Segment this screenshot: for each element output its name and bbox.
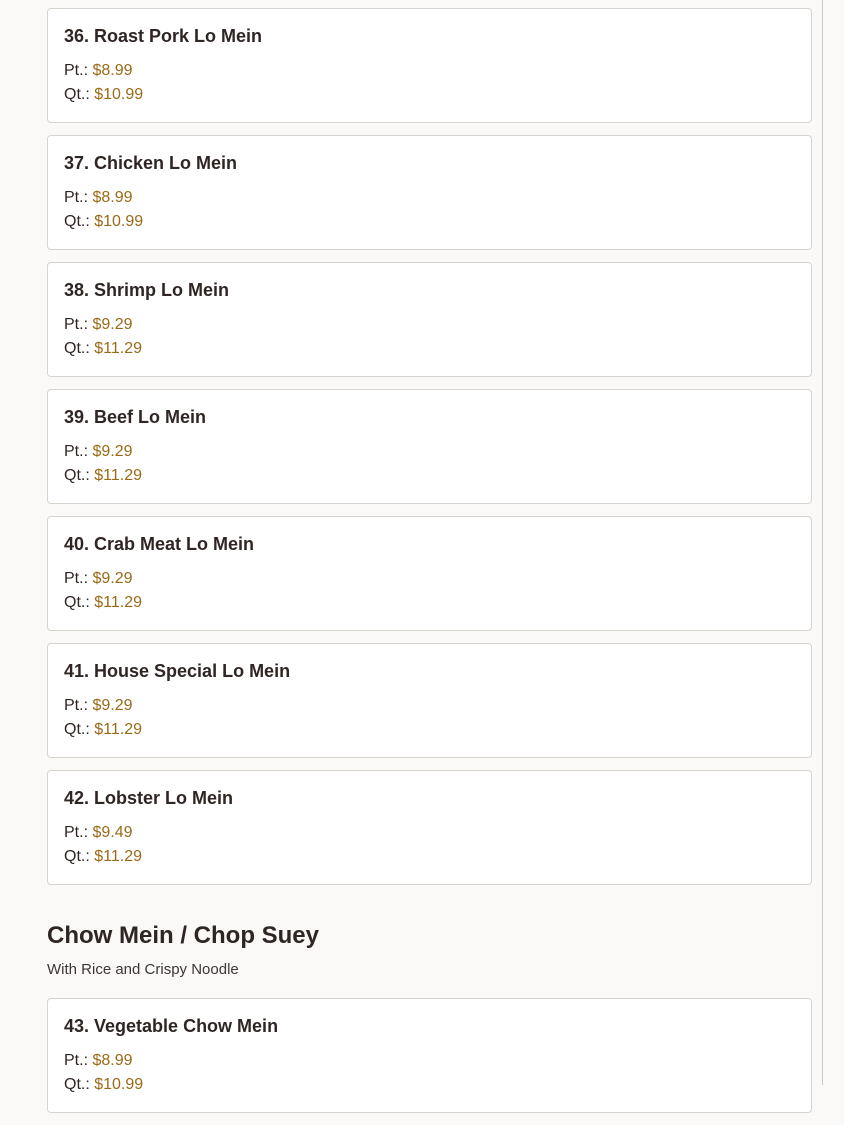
quart-price: $11.29 [94,721,142,738]
menu-item-name: 40. Crab Meat Lo Mein [64,534,255,554]
pint-price-row [64,567,795,591]
menu-item-card[interactable] [47,516,812,631]
menu-item-name: 43. Vegetable Chow Mein [64,1016,279,1036]
quart-label: Qt.: [64,213,90,230]
pint-price: $9.49 [92,824,133,841]
pint-price-row [64,694,795,718]
menu-item-name: 41. House Special Lo Mein [64,661,291,681]
pint-price: $9.29 [92,316,133,333]
pint-price: $8.99 [92,62,133,79]
quart-price-row [64,1073,795,1097]
pint-label: Pt.: [64,316,89,333]
menu-section-chow-mein [47,921,812,1113]
menu-item-name: 36. Roast Pork Lo Mein [64,26,263,46]
quart-price: $11.29 [94,467,142,484]
page-divider [822,0,823,1085]
pint-price: $9.29 [92,697,133,714]
menu-item-card[interactable] [47,8,812,123]
pint-price-row [64,440,795,464]
quart-price: $11.29 [94,848,142,865]
pint-label: Pt.: [64,62,89,79]
quart-price: $10.99 [94,1076,144,1093]
quart-price-row [64,845,795,869]
pint-price: $8.99 [92,189,133,206]
quart-price: $10.99 [94,213,144,230]
menu-item-name: 37. Chicken Lo Mein [64,153,238,173]
pint-price-row [64,186,795,210]
pint-label: Pt.: [64,189,89,206]
menu-item-name: 38. Shrimp Lo Mein [64,280,230,300]
quart-price-row [64,718,795,742]
menu-item-name: 39. Beef Lo Mein [64,407,207,427]
quart-price-row [64,464,795,488]
quart-label: Qt.: [64,467,90,484]
pint-price-row [64,313,795,337]
pint-price-row [64,59,795,83]
menu-item-card[interactable] [47,135,812,250]
quart-price: $11.29 [94,340,142,357]
menu-item-card[interactable] [47,770,812,885]
pint-price-row [64,1049,795,1073]
quart-price: $11.29 [94,594,142,611]
quart-price: $10.99 [94,86,144,103]
menu-item-card[interactable] [47,643,812,758]
quart-label: Qt.: [64,848,90,865]
quart-label: Qt.: [64,1076,90,1093]
pint-price-row [64,821,795,845]
menu-item-card[interactable] [47,998,812,1113]
quart-label: Qt.: [64,86,90,103]
menu-item-card[interactable] [47,389,812,504]
pint-label: Pt.: [64,443,89,460]
pint-label: Pt.: [64,570,89,587]
pint-label: Pt.: [64,1052,89,1069]
pint-price: $8.99 [92,1052,133,1069]
section-title: Chow Mein / Chop Suey [47,922,320,949]
quart-label: Qt.: [64,594,90,611]
quart-label: Qt.: [64,721,90,738]
menu-item-card[interactable] [47,262,812,377]
quart-price-row [64,83,795,107]
pint-price: $9.29 [92,443,133,460]
quart-label: Qt.: [64,340,90,357]
menu-content [47,8,812,1125]
menu-item-name: 42. Lobster Lo Mein [64,788,234,808]
section-description: With Rice and Crispy Noodle [47,961,239,978]
pint-label: Pt.: [64,697,89,714]
pint-price: $9.29 [92,570,133,587]
quart-price-row [64,337,795,361]
quart-price-row [64,591,795,615]
quart-price-row [64,210,795,234]
pint-label: Pt.: [64,824,89,841]
